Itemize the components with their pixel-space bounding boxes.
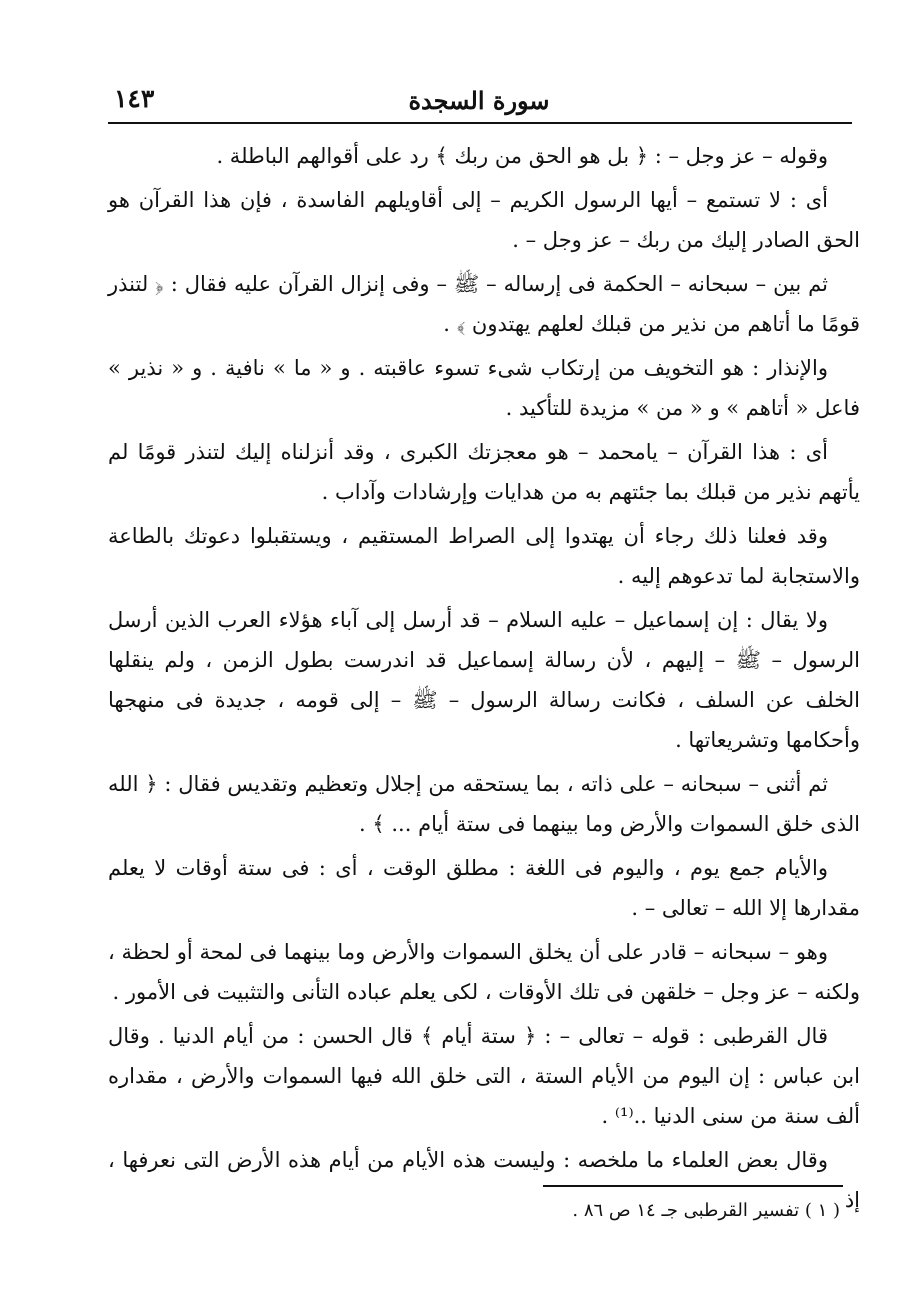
footnote-divider (543, 1185, 843, 1187)
surah-title: سورة السجدة (408, 86, 550, 115)
paragraph: وقوله – عز وجل – : ﴿ بل هو الحق من ربك ﴾ رد على أقوالهم الباطلة . (216, 144, 828, 168)
header-divider (108, 122, 852, 124)
page-number: ١٤٣ (114, 84, 155, 113)
paragraph: قال القرطبى : قوله – تعالى – : ﴿ ستة أيام ﴾ قال الحسن : من أيام الدنيا . وقال ابن عباس : إن اليوم من الأيام الستة ، التى خلق الله فيها السموات والأرض ، مقداره ألف سنة من سنى الدنيا ..⁽¹⁾ . (108, 1024, 860, 1128)
paragraph: والأيام جمع يوم ، واليوم فى اللغة : مطلق الوقت ، أى : فى ستة أوقات لا يعلم مقدارها إلا الله – تعالى – . (108, 856, 860, 920)
paragraph: ثم بين – سبحانه – الحكمة فى إرساله – ﷺ – وفى إنزال القرآن عليه فقال : ﴿ لتنذر قومًا ما أتاهم من نذير من قبلك لعلهم يهتدون ﴾ . (108, 272, 860, 336)
body-text (108, 136, 860, 1224)
paragraph: ولا يقال : إن إسماعيل – عليه السلام – قد أرسل إلى آباء هؤلاء العرب الذين أرسل الرسول – ﷺ – إليهم ، لأن رسالة إسماعيل قد اندرست بطول الزمن ، ولم ينقلها الخلف عن السلف ، فكانت رسالة الرسول – ﷺ – إلى قومه ، جديدة فى منهجها وأحكامها وتشريعاتها . (108, 608, 860, 752)
paragraph: وقال بعض العلماء ما ملخصه : وليست هذه الأيام من أيام هذه الأرض التى نعرفها ، إذ (108, 1148, 860, 1212)
paragraph: وهو – سبحانه – قادر على أن يخلق السموات والأرض وما بينهما فى لمحة أو لحظة ، ولكنه – عز وجل – خلقهن فى تلك الأوقات ، لكى يعلم عباده التأنى والتثبيت فى الأمور . (108, 940, 860, 1004)
paragraph: أى : هذا القرآن – يامحمد – هو معجزتك الكبرى ، وقد أنزلناه إليك لتنذر قومًا لم يأتهم نذير من قبلك بما جئتهم به من هدايات وإرشادات وآداب . (108, 440, 860, 504)
paragraph: وقد فعلنا ذلك رجاء أن يهتدوا إلى الصراط المستقيم ، ويستقبلوا دعوتك بالطاعة والاستجابة لما تدعوهم إليه . (108, 524, 860, 588)
page-header (108, 82, 850, 120)
paragraph: ثم أثنى – سبحانه – على ذاته ، بما يستحقه من إجلال وتعظيم وتقديس فقال : ﴿ الله الذى خلق السموات والأرض وما بينهما فى ستة أيام ... ﴾ . (108, 772, 860, 836)
paragraph: والإنذار : هو التخويف من إرتكاب شىء تسوء عاقبته . و « ما » نافية . و « نذير » فاعل « أتاهم » و « من » مزيدة للتأكيد . (108, 356, 860, 420)
paragraph: أى : لا تستمع – أيها الرسول الكريم – إلى أقاويلهم الفاسدة ، فإن هذا القرآن هو الحق الصادر إليك من ربك – عز وجل – . (108, 188, 860, 252)
footnote: ( ١ ) تفسير القرطبى جـ ١٤ ص ٨٦ . (572, 1200, 840, 1221)
